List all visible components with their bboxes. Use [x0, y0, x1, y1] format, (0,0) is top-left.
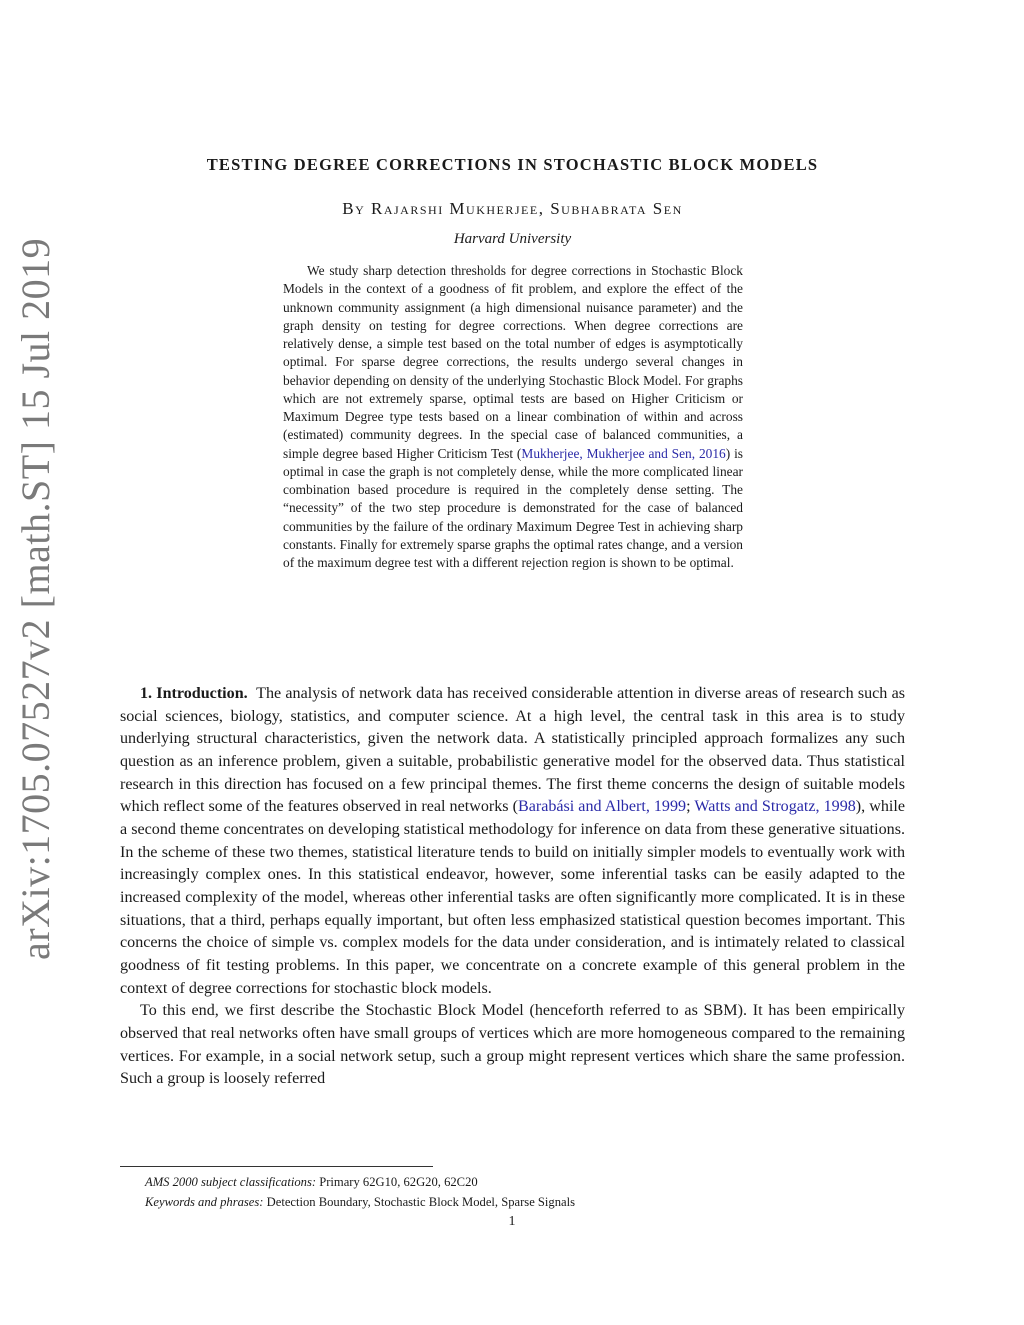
- introduction-section: [120, 683, 905, 1091]
- keywords-label: Keywords and phrases:: [145, 1195, 264, 1209]
- page-number: 1: [508, 1214, 516, 1229]
- abstract-text-1: We study sharp detection thresholds for degree corrections in Stochastic Block Models in the context of a goodness of fit problem, and explore the effect of the unknown community assignment (a high dimensional nuisance parameter) and the graph density on testing for degree corrections. When degree corrections are relatively dense, a simple test based on the total number of edges is asymptotically optimal. For sparse degree corrections, the results undergo several changes in behavior depending on density of the underlying Stochastic Block Model. For graphs which are not extremely sparse, optimal tests are based on Higher Criticism or Maximum Degree type tests based on a linear combination of within and across (estimated) community degrees. In the special case of balanced communities, a simple degree based Higher Criticism Test (: [283, 263, 743, 461]
- footnote-keywords: [145, 1192, 905, 1212]
- intro-paragraph-1: [120, 683, 905, 1000]
- ams-value: Primary 62G10, 62G20, 62C20: [316, 1175, 478, 1189]
- citation-link-barabasi[interactable]: Barabási and Albert, 1999: [517, 798, 687, 816]
- abstract: [283, 262, 743, 572]
- citation-separator: ;: [686, 798, 695, 816]
- section-heading: 1. Introduction.: [140, 685, 248, 702]
- citation-link-mukherjee[interactable]: Mukherjee, Mukherjee and Sen, 2016: [521, 445, 726, 461]
- intro-text-1b: ), while a second theme concentrates on developing statistical methodology for inference on data from these generative situations. In the scheme of these two themes, statistical literature tends to build on initially simpler models to eventually work with increasingly complex ones. In this statistical endeavor, however, some inferential tasks can be easily adapted to the increased complexity of the model, whereas other inferential tasks are often significantly more complicated. It is in these situations, that a third, perhaps equally important, but often less emphasized statistical question becomes important. This concerns the choice of simple vs. complex models for the data under consideration, and is intimately related to classical goodness of fit testing problems. In this paper, we concentrate on a concrete example of this general problem in the context of degree corrections for stochastic block models.: [120, 798, 905, 997]
- footnote-divider: [120, 1166, 433, 1167]
- arxiv-identifier: arXiv:1705.07527v2 [math.ST] 15 Jul 2019: [13, 237, 58, 960]
- intro-paragraph-2: To this end, we first describe the Stochastic Block Model (henceforth referred to as SBM). It has been empirically observed that real networks often have small groups of vertices which are more homogeneous compared to the remaining vertices. For example, in a social network setup, such a group might represent vertices which share the same profession. Such a group is loosely referred: [120, 1002, 905, 1088]
- abstract-text-2: ) is optimal in case the graph is not completely dense, while the more complicated linear combination based procedure is required in the completely dense setting. The “necessity” of the two step procedure is demonstrated for the case of balanced communities by the failure of the ordinary Maximum Degree Test in achieving sharp constants. Finally for extremely sparse graphs the optimal rates change, and a version of the maximum degree test with a different rejection region is shown to be optimal.: [283, 445, 743, 570]
- footnote-ams: [145, 1172, 905, 1192]
- citation-link-watts[interactable]: Watts and Strogatz, 1998: [694, 798, 856, 816]
- footnotes: [145, 1172, 905, 1212]
- keywords-value: Detection Boundary, Stochastic Block Model, Sparse Signals: [263, 1195, 576, 1209]
- paper-authors: By Rajarshi Mukherjee, Subhabrata Sen: [342, 199, 683, 218]
- ams-label: AMS 2000 subject classifications:: [145, 1175, 317, 1189]
- paper-title: TESTING DEGREE CORRECTIONS IN STOCHASTIC BLOCK MODELS: [206, 155, 819, 174]
- intro-text-1a: The analysis of network data has received considerable attention in diverse areas of research such as social sciences, biology, statistics, and computer science. At a high level, the central task in this area is to study underlying structural characteristics, given the network data. A statistically principled approach formalizes any such question as an inference problem, given a suitable, probabilistic generative model for the observed data. Thus statistical research in this direction has focused on a few principal themes. The first theme concerns the design of suitable models which reflect some of the features observed in real networks (: [120, 685, 905, 816]
- author-affiliation: Harvard University: [453, 231, 572, 247]
